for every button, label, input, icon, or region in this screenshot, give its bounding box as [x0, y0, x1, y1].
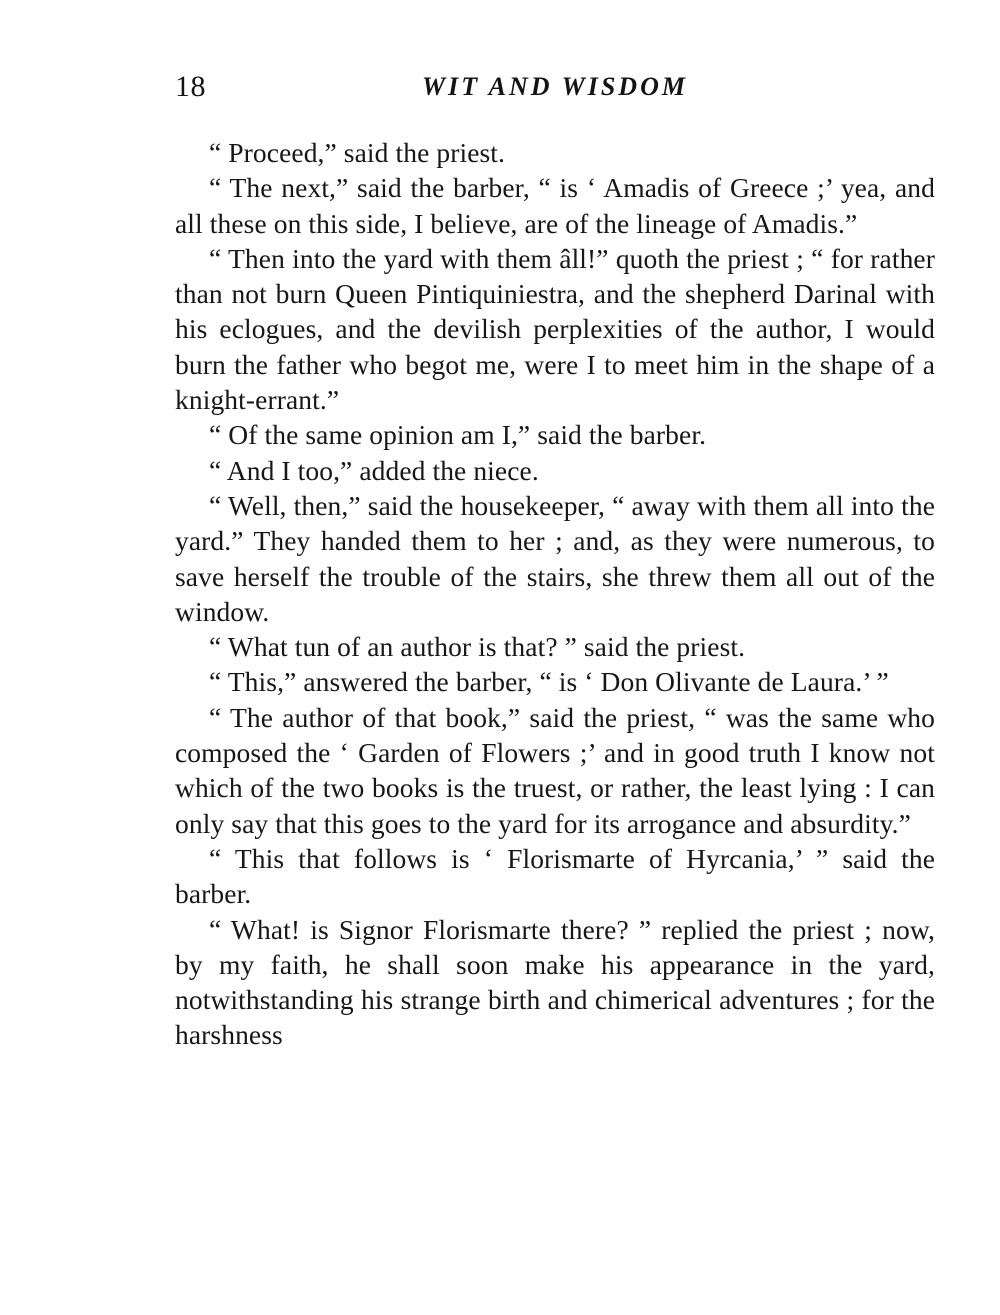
paragraph: “ Well, then,” said the housekeeper, “ away with them all into the yard.” They handed them to her ; and, as they were numerous, to save herself the trouble of the stairs, she threw them all out of the window.: [175, 489, 935, 627]
paragraph: “ Proceed,” said the priest.: [209, 137, 506, 168]
paragraph: “ What tun of an author is that? ” said the priest.: [209, 631, 746, 663]
paragraph: “ The author of that book,” said the priest, “ was the same who composed the ‘ Garden of Flowers ;’ and in good truth I know not which of the two books is the truest, or rather, the least lying : I can only say that this goes to the yard for its arrogance and absurdity.”: [175, 701, 935, 839]
paragraph: “ This,” answered the barber, “ is ‘ Don Olivante de Laura.’ ”: [209, 666, 889, 698]
paragraph: “ This that follows is ‘ Florismarte of Hyrcania,’ ” said the barber.: [175, 842, 935, 910]
paragraph: “ Of the same opinion am I,” said the barber.: [209, 419, 707, 451]
paragraph: “ The next,” said the barber, “ is ‘ Amadis of Greece ;’ yea, and all these on this side, I believe, are of the lineage of Amadis.”: [175, 172, 935, 239]
paragraph: “ And I too,” added the niece.: [209, 454, 539, 486]
running-title: WIT AND WISDOM: [422, 72, 688, 101]
paragraph: “ What! is Signor Florismarte there? ” replied the priest ; now, by my faith, he shall soon make his appearance in the yard, notwithstanding his strange birth and chimerical adventures ; for the harshness: [175, 913, 935, 1051]
page-body: [175, 135, 935, 1053]
paragraph: “ Then into the yard with them âll!” quoth the priest ; “ for rather than not burn Queen Pintiquiniestra, and the shepherd Darinal with his eclogues, and the devilish perplexities of the author, I would burn the father who begot me, were I to meet him in the shape of a knight-errant.”: [175, 242, 935, 416]
page-number: 18: [175, 70, 206, 103]
page-header: [175, 70, 935, 110]
